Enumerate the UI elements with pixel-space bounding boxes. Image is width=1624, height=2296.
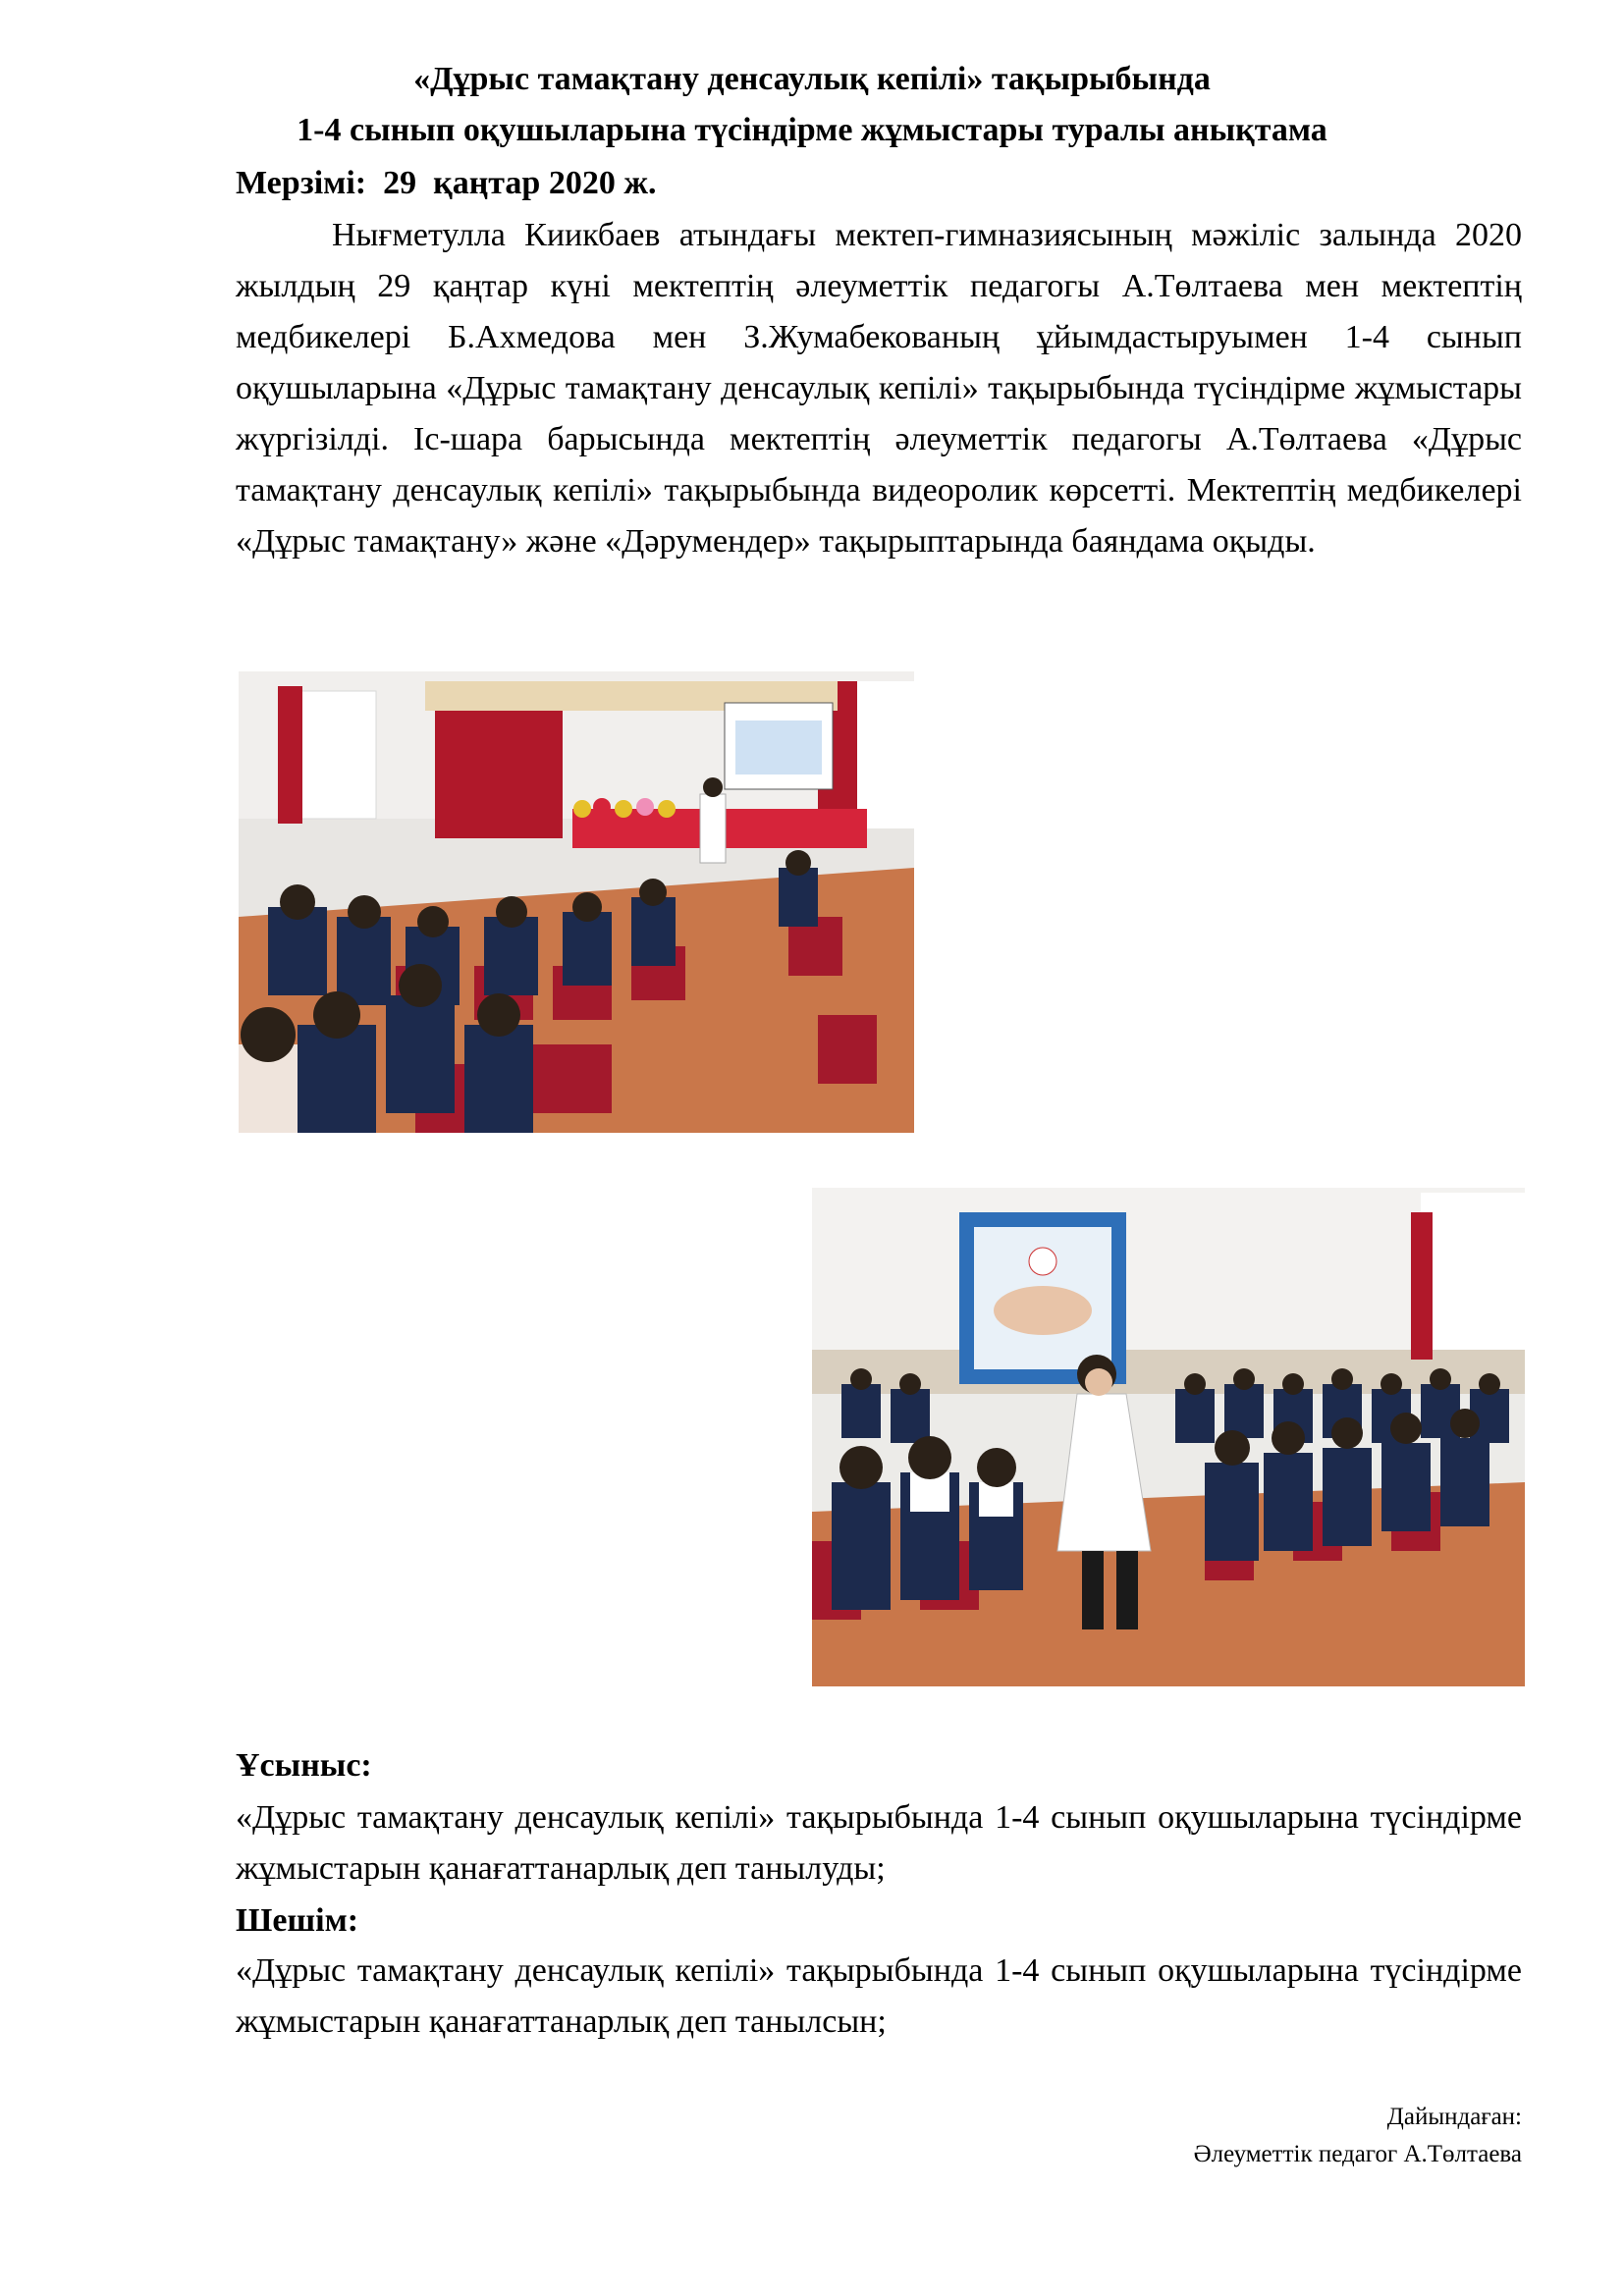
decision-heading: Шешім: <box>236 1902 359 1939</box>
proposal-heading: Ұсыныс: <box>236 1747 372 1784</box>
document-title-line1: «Дұрыс тамақтану денсаулық кепілі» тақырыбында <box>413 61 1211 97</box>
signer-name: Әлеуметтік педагог А.Төлтаева <box>1193 2141 1522 2167</box>
event-photo-1 <box>239 671 914 1133</box>
body-paragraph: Нығметулла Киикбаев атындағы мектеп-гимназиясының мәжіліс залында 2020 жылдың 29 қаңтар күні мектептің әлеуметтік педагогы А.Төлтаева мен мектептің медбикелері Б.Ахмедова мен З.Жумабекованың ұйымдастыруымен 1-4 сынып оқушыларына «Дұрыс тамақтану денсаулық кепілі» тақырыбында түсіндірме жұмыстары жүргізілді. Іс-шара барысында мектептің әлеуметтік педагогы А.Төлтаева «Дұрыс тамақтану денсаулық кепілі» тақырыбында видеоролик көрсетті. Мектептің медбикелері «Дұрыс тамақтану» және «Дәрумендер» тақырыптарында баяндама оқыды. <box>236 217 1522 560</box>
date-label: Мерзімі: <box>236 165 367 201</box>
event-photo-2 <box>812 1188 1525 1686</box>
decision-text: «Дұрыс тамақтану денсаулық кепілі» тақырыбында 1-4 сынып оқушыларына түсіндірме жұмыстарын қанағаттанарлық деп танылсын; <box>236 1952 1522 2040</box>
prepared-by-label: Дайындаған: <box>1386 2104 1522 2130</box>
classroom-photo-1-icon <box>239 671 914 1133</box>
proposal-text: «Дұрыс тамақтану денсаулық кепілі» тақырыбында 1-4 сынып оқушыларына түсіндірме жұмыстарын қанағаттанарлық деп танылуды; <box>236 1799 1522 1887</box>
classroom-photo-2-icon <box>812 1188 1525 1686</box>
date-line <box>236 161 656 206</box>
date-value: 29 қаңтар 2020 ж. <box>366 165 657 201</box>
document-title-line2: 1-4 сынып оқушыларына түсіндірме жұмыстары туралы анықтама <box>297 112 1327 148</box>
